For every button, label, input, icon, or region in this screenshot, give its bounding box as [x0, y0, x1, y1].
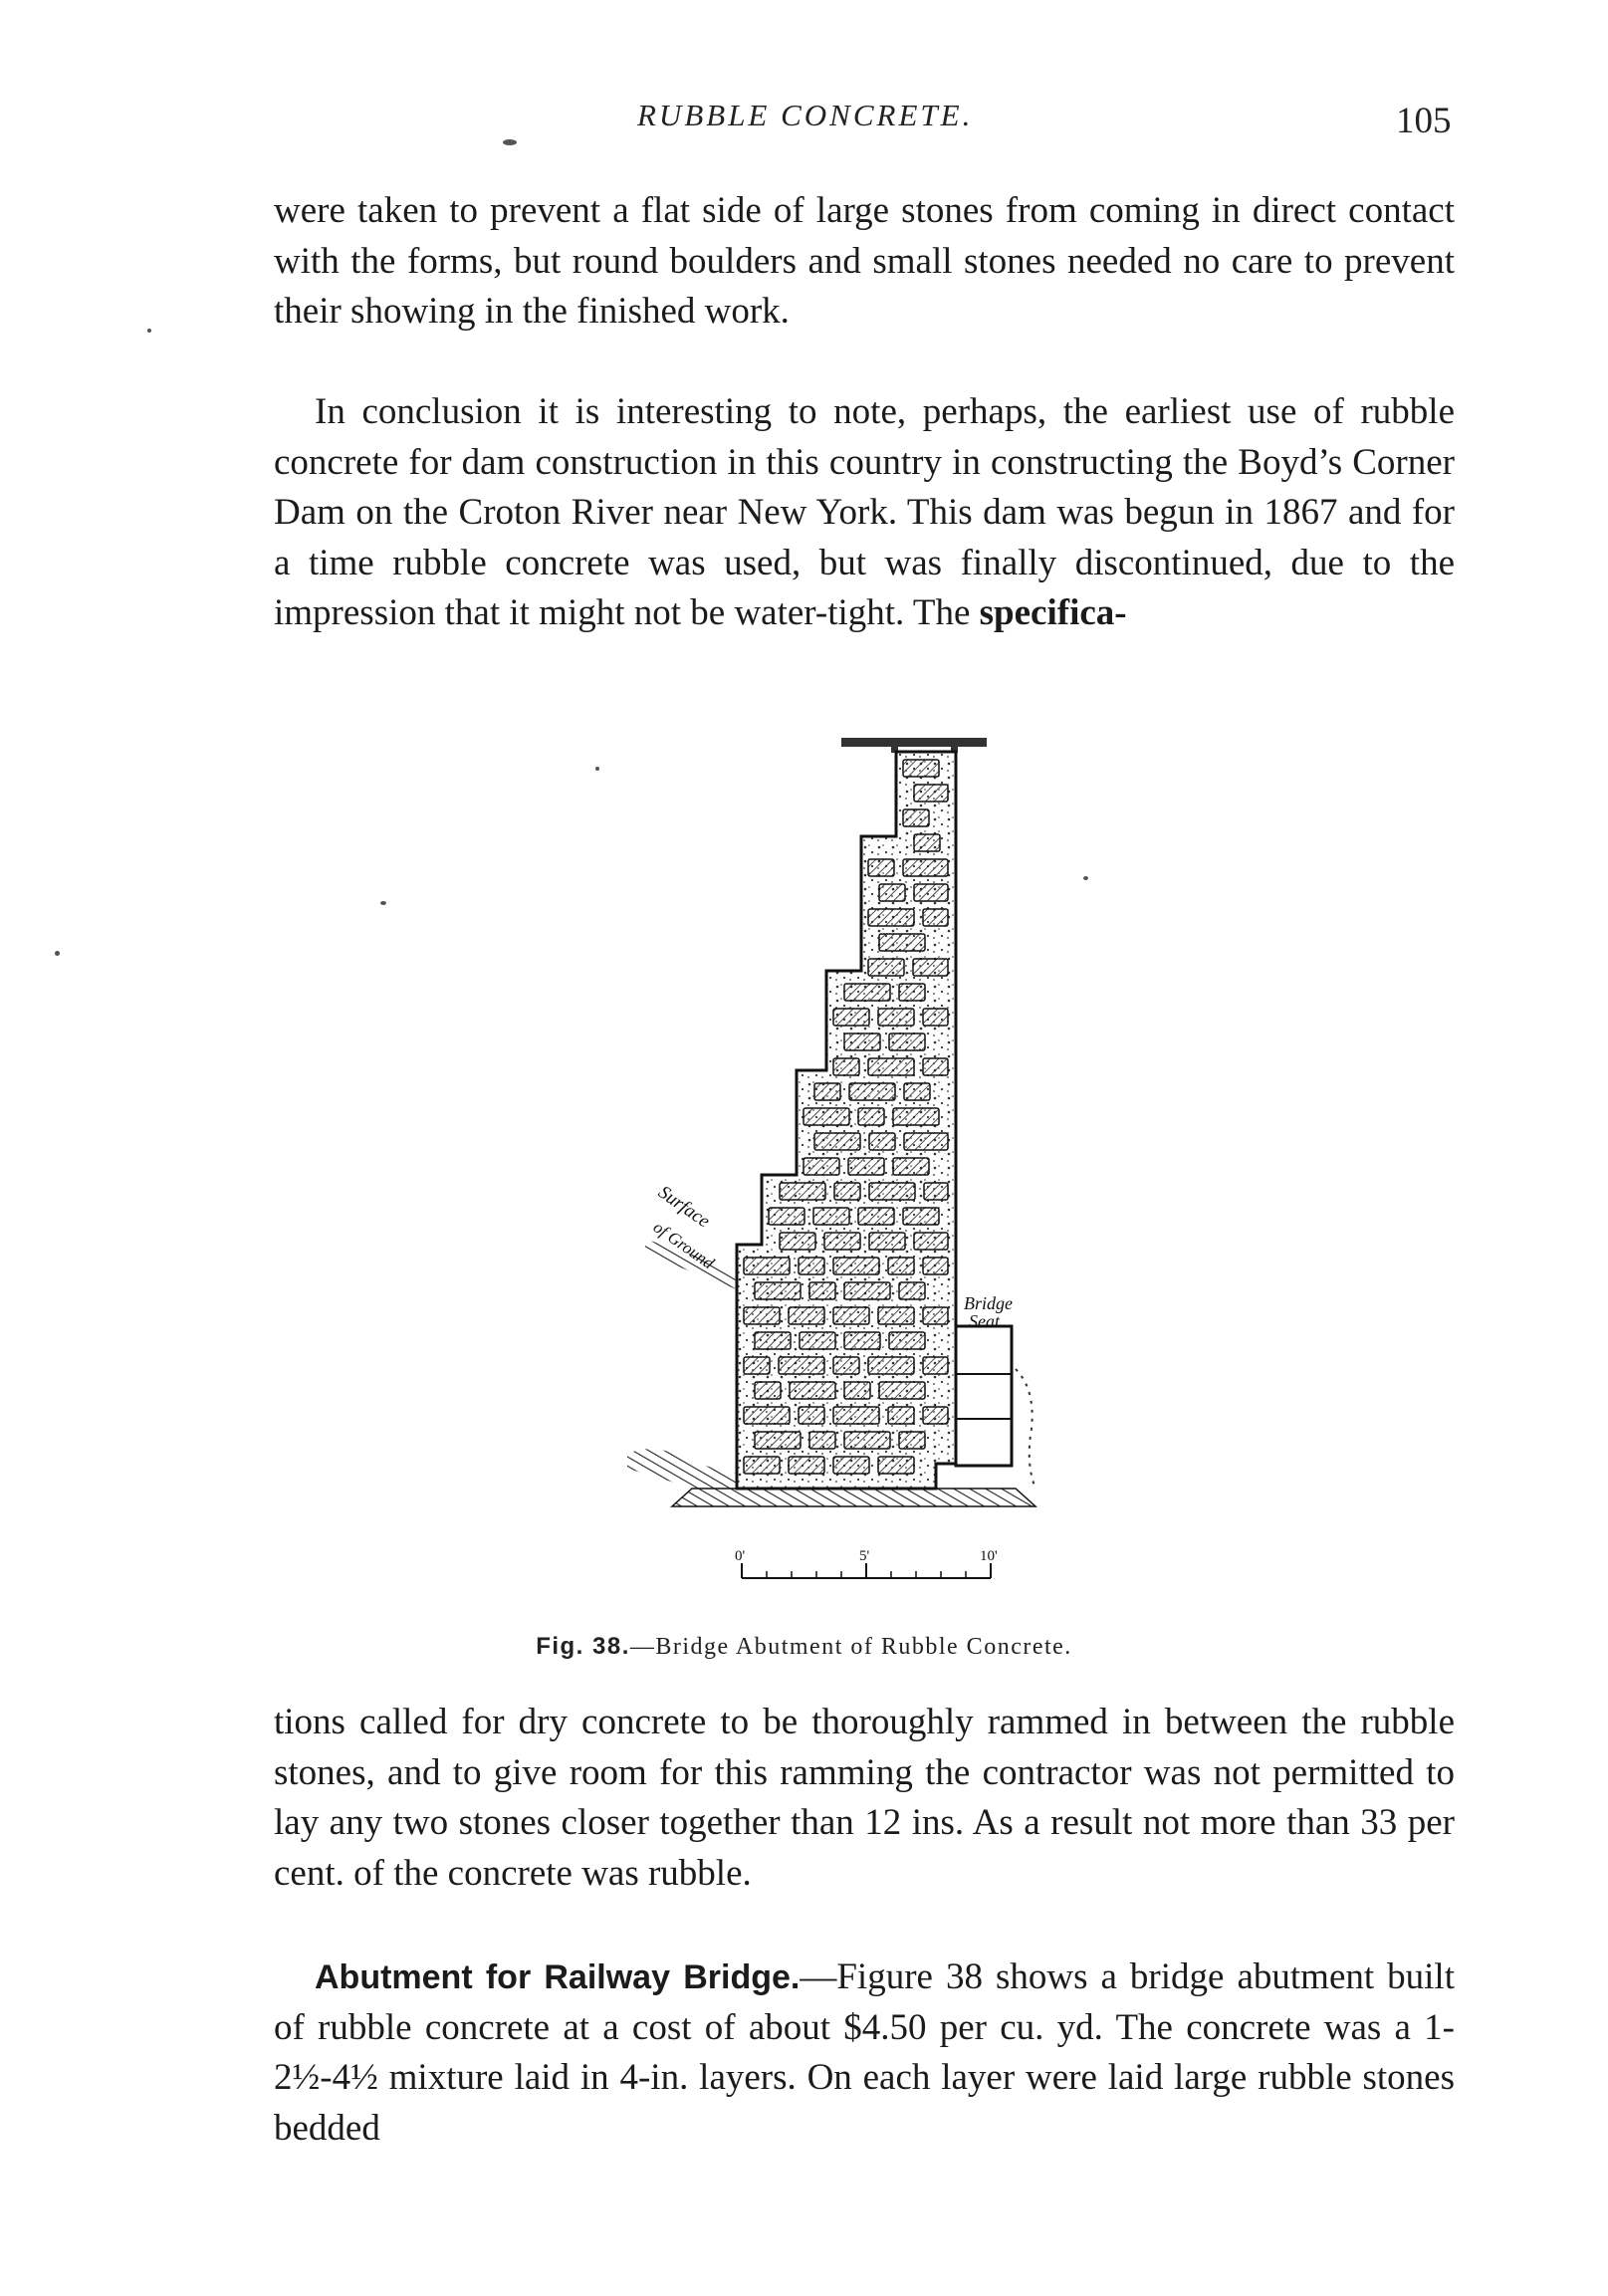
rubble-stone [848, 1158, 884, 1175]
rubble-stone [790, 1382, 835, 1399]
rubble-stone [869, 1233, 905, 1250]
rubble-stone [744, 1457, 780, 1474]
rubble-stone [755, 1332, 791, 1349]
seat-label: Seat [969, 1311, 1000, 1331]
scale-label-5: 5' [859, 1548, 870, 1564]
rubble-stone [868, 1357, 914, 1374]
paragraph-2-bold: specifica- [979, 592, 1127, 633]
paragraph-4 [274, 1952, 1455, 2154]
rubble-stone [868, 859, 894, 876]
running-head [0, 98, 1608, 147]
rubble-stone [755, 1382, 781, 1399]
rubble-stone [903, 1208, 939, 1225]
rubble-stone [879, 1382, 925, 1399]
scale-label-0: 0' [735, 1548, 746, 1564]
rubble-stone [923, 1307, 948, 1324]
paper-speck [55, 951, 60, 956]
rubble-stone [833, 1457, 869, 1474]
bridge-seat [956, 1326, 1012, 1466]
paper-speck [503, 139, 517, 145]
rubble-stone [888, 1407, 914, 1424]
scale-label-10: 10' [980, 1548, 998, 1564]
rubble-stone [878, 1009, 914, 1026]
rubble-stone [923, 1009, 948, 1026]
coping [841, 738, 987, 747]
rubble-stone [744, 1357, 770, 1374]
figure-caption-label: Fig. 38. [536, 1633, 630, 1660]
rubble-stone [799, 1407, 824, 1424]
rubble-stone [833, 1407, 879, 1424]
scale-bar [735, 1548, 998, 1578]
rubble-stone [879, 884, 905, 901]
rubble-stone [844, 1332, 880, 1349]
rubble-stone [844, 984, 890, 1001]
rubble-stone [858, 1208, 894, 1225]
rubble-stone [755, 1432, 801, 1449]
rubble-stone [849, 1083, 895, 1100]
rubble-stone [804, 1108, 849, 1125]
rubble-stone [833, 1009, 869, 1026]
rubble-stone [755, 1282, 801, 1299]
paragraph-1: were taken to prevent a flat side of large stones from coming in direct contact with the forms, but round boulders and small stones needed no care to prevent their showing in the finished work. [274, 190, 1455, 332]
rubble-stone [903, 809, 929, 826]
rubble-stone [924, 1183, 948, 1200]
rubble-stone [923, 1407, 948, 1424]
rubble-stone [779, 1357, 824, 1374]
rubble-stone [824, 1233, 860, 1250]
rubble-stone [789, 1457, 824, 1474]
rubble-stone [904, 1133, 948, 1150]
paper-speck [380, 901, 386, 905]
rubble-stone [899, 1432, 925, 1449]
rubble-stone [893, 1158, 929, 1175]
rubble-stone [868, 909, 914, 926]
rubble-stone [923, 1258, 948, 1274]
paragraph-3: tions called for dry concrete to be thoroughly rammed in between the rubble stones, and to give room for this ramming the contractor was not permitted to lay any two stones closer together than 12 ins. As a result not more than 33 per cent. of the concrete was rubble. [274, 1702, 1455, 1894]
rubble-stone [814, 1133, 860, 1150]
rubble-stone [913, 959, 948, 976]
rubble-stone [744, 1307, 780, 1324]
rubble-stone [833, 1258, 879, 1274]
rubble-stone [903, 859, 948, 876]
ground-label: of Ground [649, 1217, 718, 1273]
rubble-stone [868, 959, 904, 976]
rubble-stone [789, 1307, 824, 1324]
abutment-figure [597, 732, 1095, 1588]
running-title: RUBBLE CONCRETE. [637, 98, 974, 132]
rubble-stone [844, 1432, 890, 1449]
rubble-stone [800, 1332, 835, 1349]
rubble-stone [744, 1407, 790, 1424]
figure-caption-text: —Bridge Abutment of Rubble Concrete. [629, 1634, 1072, 1660]
rubble-stone [878, 1457, 914, 1474]
rubble-stone [914, 884, 948, 901]
rubble-stone [769, 1208, 804, 1225]
rubble-stone [744, 1258, 790, 1274]
page-number: 105 [1396, 101, 1452, 141]
rubble-stone [879, 934, 925, 951]
rubble-stone [833, 1058, 859, 1075]
rubble-stone [814, 1083, 840, 1100]
ground-base [672, 1489, 1035, 1506]
rubble-stone [869, 1183, 915, 1200]
rubble-stone [899, 1282, 925, 1299]
rubble-stone [844, 1382, 870, 1399]
rubble-stone [869, 1133, 895, 1150]
rubble-stone [780, 1183, 825, 1200]
rubble-stone [868, 1058, 914, 1075]
rubble-stone [809, 1432, 835, 1449]
rubble-stone [844, 1033, 880, 1050]
paragraph-2 [274, 387, 1455, 639]
rubble-stone [904, 1083, 930, 1100]
rubble-stone [923, 909, 948, 926]
rubble-stone [903, 760, 939, 777]
rubble-stone [780, 1233, 815, 1250]
rubble-stone [809, 1282, 835, 1299]
rubble-stone [893, 1108, 939, 1125]
rubble-stone [799, 1258, 824, 1274]
rubble-stone [888, 1258, 914, 1274]
rubble-stone [858, 1108, 884, 1125]
rubble-stone [914, 834, 940, 851]
rubble-stone [834, 1183, 860, 1200]
surface-label: Surface [654, 1181, 714, 1233]
rubble-stone [833, 1307, 869, 1324]
rubble-stone [804, 1158, 839, 1175]
figure-caption [0, 1633, 1608, 1661]
rubble-stone [889, 1332, 925, 1349]
rubble-stone [889, 1033, 925, 1050]
rubble-stone [923, 1058, 948, 1075]
paper-speck [147, 329, 151, 333]
rubble-stone [914, 785, 948, 802]
rubble-stone [833, 1357, 859, 1374]
bridge-label: Bridge [964, 1293, 1013, 1313]
paper-speck [595, 767, 599, 771]
paragraph-2-text: In conclusion it is interesting to note, perhaps, the earliest use of rubble concrete for dam construction in this country in constructing the Boyd’s Corner Dam on the Croton River near New York. This dam was begun in 1867 and for a time rubble concrete was used, but was finally discontinued, due to the impression that it might not be water-tight. The [274, 391, 1455, 633]
rubble-stone [899, 984, 925, 1001]
rubble-stone [914, 1233, 948, 1250]
rubble-stone [813, 1208, 849, 1225]
paragraph-4-text: —Figure 38 shows a bridge abutment built of rubble concrete at a cost of about $4.50 per cu. yd. The concrete was a 1-2½-4½ mixture laid in 4-in. layers. On each layer were laid large rubble stones bedded [274, 1956, 1455, 2149]
rubble-stone [923, 1357, 948, 1374]
paper-speck [1083, 876, 1088, 880]
rubble-stone [844, 1282, 890, 1299]
section-heading: Abutment for Railway Bridge. [315, 1958, 801, 1996]
rubble-stone [878, 1307, 914, 1324]
